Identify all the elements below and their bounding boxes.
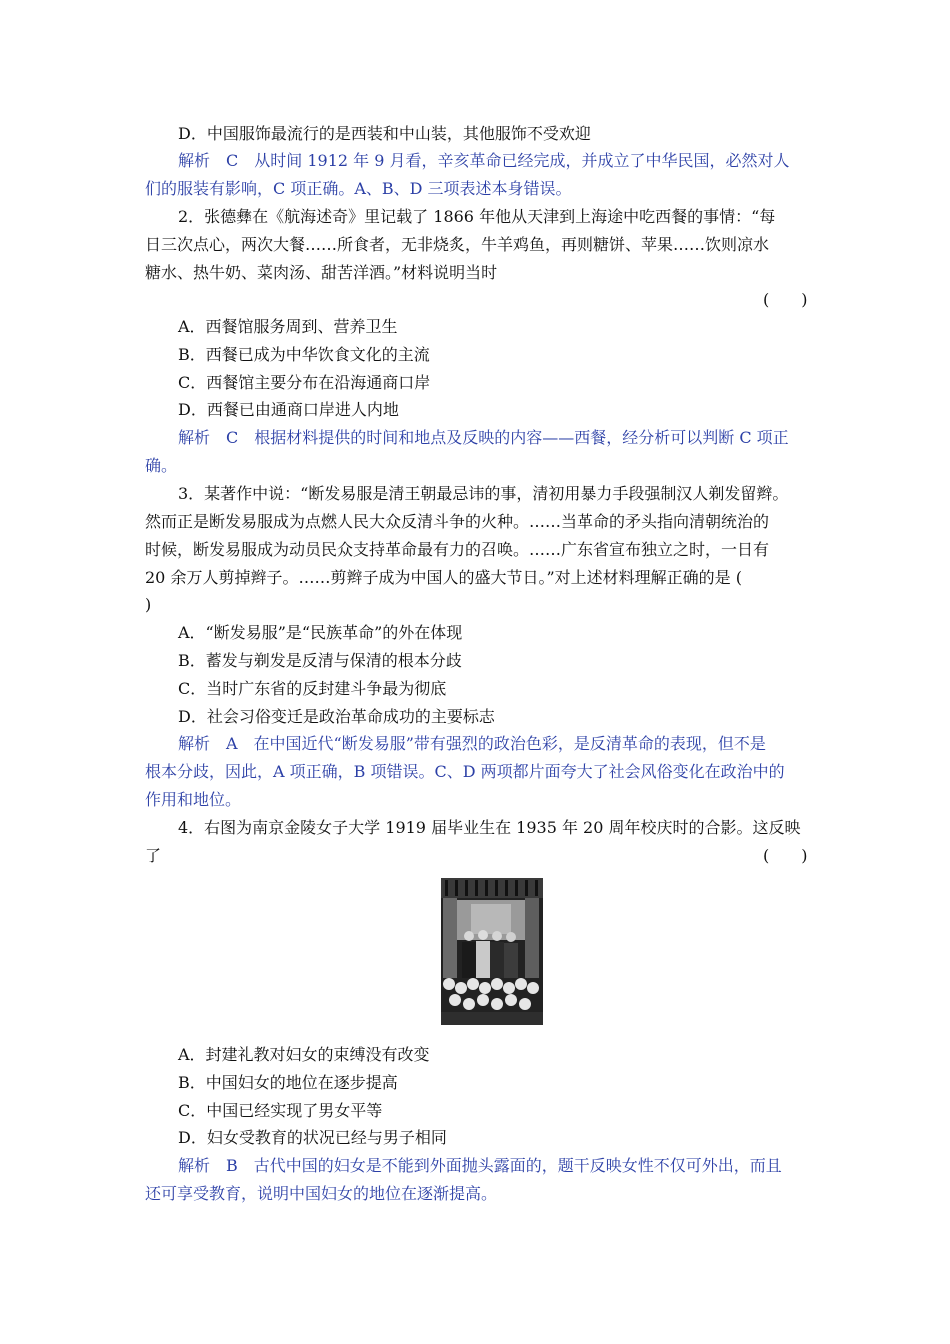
q2-answer-paren: ( ) [763, 290, 808, 309]
q4-stem-line-1: 4．右图为南京金陵女子大学 1919 届毕业生在 1935 年 20 周年校庆时的合影。这反映 [178, 818, 801, 837]
group-photo-drawing [441, 878, 543, 1025]
q2-stem-line-1: 2．张德彝在《航海述奇》里记载了 1866 年他从天津到上海途中吃西餐的事情：“每 [178, 207, 776, 226]
q2-option-b: B．西餐已成为中华饮食文化的主流 [178, 345, 430, 364]
q1-option-d: D．中国服饰最流行的是西装和中山装，其他服饰不受欢迎 [178, 124, 591, 143]
q2-option-d: D．西餐已由通商口岸进人内地 [178, 400, 399, 419]
q2-stem-line-2: 日三次点心，两次大餐……所食者，无非烧炙，牛羊鸡鱼，再则糖饼、苹果……饮则凉水 [145, 235, 770, 254]
q4-option-c: C．中国已经实现了男女平等 [178, 1101, 383, 1120]
q3-option-d: D．社会习俗变迁是政治革命成功的主要标志 [178, 707, 495, 726]
q4-option-b: B．中国妇女的地位在逐步提高 [178, 1073, 398, 1092]
q4-option-d: D．妇女受教育的状况已经与男子相同 [178, 1128, 447, 1147]
q4-answer-paren: ( ) [763, 846, 808, 865]
q3-analysis-line-3: 作用和地位。 [145, 790, 242, 809]
q4-analysis-line-2: 还可享受教育，说明中国妇女的地位在逐渐提高。 [145, 1184, 498, 1203]
q3-stem-line-4: 20 余万人剪掉辫子。……剪辫子成为中国人的盛大节日。”对上述材料理解正确的是 ( [145, 568, 742, 587]
q3-analysis-line-1: 解析 A 在中国近代“断发易服”带有强烈的政治色彩，是反清革命的表现，但不是 [178, 734, 766, 753]
q3-option-a: A．“断发易服”是“民族革命”的外在体现 [178, 623, 463, 642]
q2-stem-line-3: 糖水、热牛奶、菜肉汤、甜苦洋酒。”材料说明当时 [145, 263, 498, 282]
q2-option-a: A．西餐馆服务周到、营养卫生 [178, 317, 398, 336]
q4-stem-line-2: 了 [145, 846, 162, 865]
q3-option-b: B．蓄发与剃发是反清与保清的根本分歧 [178, 651, 462, 670]
q1-analysis-line-2: 们的服装有影响，C 项正确。A、B、D 三项表述本身错误。 [145, 179, 572, 198]
q3-stem-line-1: 3．某著作中说：“断发易服是清王朝最忌讳的事，清初用暴力手段强制汉人剃发留辫。 [178, 484, 789, 503]
q2-option-c: C．西餐馆主要分布在沿海通商口岸 [178, 373, 431, 392]
q3-stem-line-3: 时候，断发易服成为动员民众支持革命最有力的召唤。……广东省宣布独立之时，一日有 [145, 540, 770, 559]
q3-stem-line-2: 然而正是断发易服成为点燃人民大众反清斗争的火种。……当革命的矛头指向清朝统治的 [145, 512, 770, 531]
q4-analysis-line-1: 解析 B 古代中国的妇女是不能到外面抛头露面的，题干反映女性不仅可外出，而且 [178, 1156, 782, 1175]
q3-analysis-line-2: 根本分歧，因此，A 项正确，B 项错误。C、D 两项都片面夸大了社会风俗变化在政治中的 [145, 762, 785, 781]
q1-analysis-line-1: 解析 C 从时间 1912 年 9 月看，辛亥革命已经完成，并成立了中华民国，必然对人 [178, 151, 790, 170]
group-photo [441, 878, 543, 1025]
q2-analysis-line-1: 解析 C 根据材料提供的时间和地点及反映的内容——西餐，经分析可以判断 C 项正 [178, 428, 789, 447]
q3-option-c: C．当时广东省的反封建斗争最为彻底 [178, 679, 447, 698]
q3-stem-line-5: ) [145, 595, 152, 614]
q2-analysis-line-2: 确。 [145, 456, 178, 475]
q4-option-a: A．封建礼教对妇女的束缚没有改变 [178, 1045, 430, 1064]
